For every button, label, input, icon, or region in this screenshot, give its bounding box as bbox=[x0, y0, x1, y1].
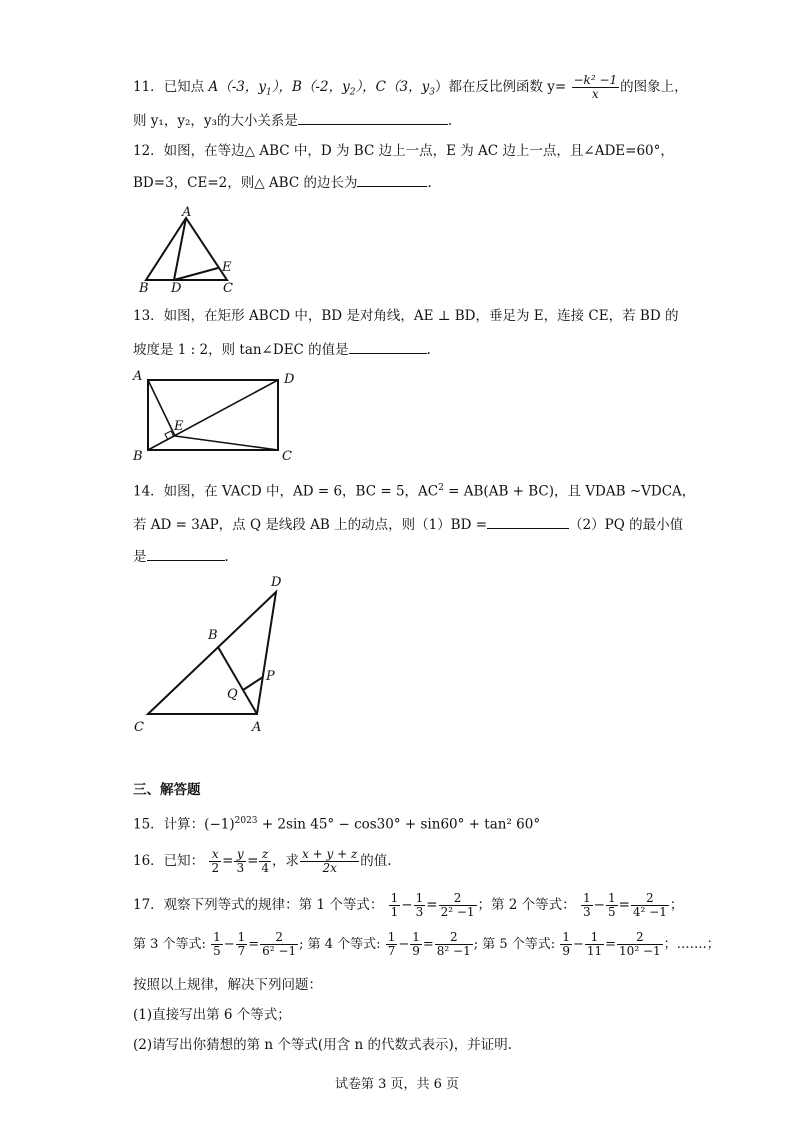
q16-frac-target bbox=[300, 848, 359, 875]
q16-line: 16．已知： $\frac{x}{2}$ = $\frac{y}{3}$ = $\frac{z}{4}$ ，求 $\frac{x + y + z}{2x}$ 的值. bbox=[133, 847, 392, 875]
q11-number: 11． bbox=[133, 79, 164, 95]
q16-f1-den: 2 bbox=[211, 861, 220, 875]
q17-e1-d3: 2² −1 bbox=[440, 905, 475, 919]
q17-e4-n1: 1 bbox=[387, 930, 396, 944]
q13-figure-rectangle bbox=[128, 366, 303, 464]
q17-text-a: 17．观察下列等式的规律：第 1 个等式： bbox=[133, 897, 384, 913]
fig14-label-q: Q bbox=[227, 687, 238, 702]
q16-frac-x bbox=[209, 848, 221, 875]
q12-line2: BD=3，CE=2，则△ ABC 的边长为 . bbox=[133, 172, 432, 192]
q17-e5-d3: 10² −1 bbox=[619, 944, 661, 958]
fig12-label-b: B bbox=[139, 281, 149, 294]
q17-e5-d2: 11 bbox=[586, 944, 603, 958]
q11-frac-num: −k² −1 bbox=[573, 73, 618, 87]
q17-e4-d2: 9 bbox=[412, 944, 420, 958]
q17-e3-n1: 1 bbox=[213, 930, 221, 944]
q17-e1-d1: 1 bbox=[390, 905, 399, 919]
q17-e5-d1: 9 bbox=[562, 944, 570, 958]
fig14-label-b: B bbox=[208, 628, 218, 643]
q15-text-b: + 2sin 45° − cos30° + sin60° + tan² 60° bbox=[257, 816, 541, 833]
q17-e2-f3 bbox=[631, 892, 669, 919]
q11-sub-1: 1 bbox=[266, 87, 272, 98]
q16-text-c: 的值. bbox=[360, 853, 392, 869]
q14-sup: 2 bbox=[438, 483, 444, 493]
fig13-label-d: D bbox=[284, 372, 295, 387]
q13-question: 坡度是 1 : 2，则 tan∠DEC 的值是 bbox=[133, 342, 349, 358]
q17-ellipsis: ；…….； bbox=[663, 937, 720, 952]
fig14-label-d: D bbox=[271, 575, 282, 590]
q11-sub-3: 3 bbox=[429, 87, 435, 98]
q11-line1 bbox=[133, 74, 688, 102]
q17-e4-f2 bbox=[410, 931, 422, 958]
q17-e1-f3 bbox=[439, 892, 477, 919]
q13-line1: 13．如图，在矩形 ABCD 中，BD 是对角线，AE ⊥ BD，垂足为 E，连接 CE，若 BD 的 bbox=[133, 308, 679, 324]
q17-line1: 17．观察下列等式的规律：第 1 个等式： $\frac{1}{1}$ − $\frac{1}{3}$ = $\frac{2}{\text{2² −1}}$ ；第 2 个等式： $\frac{1}{3}$ − $\frac{1}{5}$ = $\frac{2}{\text{4² −1}}$ ； bbox=[133, 891, 684, 919]
fig12-label-a: A bbox=[182, 205, 192, 220]
q14-text-a: 14．如图，在 VACD 中，AD = 6，BC = 5，AC bbox=[133, 483, 439, 500]
q17-label-4: ; 第 4 个等式: bbox=[299, 937, 381, 952]
q17-e4-f3 bbox=[435, 931, 473, 958]
q17-e5-f1 bbox=[560, 931, 572, 958]
page-footer: 试卷第 3 页，共 6 页 bbox=[334, 1077, 460, 1092]
q17-e1-n1: 1 bbox=[390, 891, 399, 905]
q16-text-a: 16．已知： bbox=[133, 853, 205, 869]
q11-text: 已知点 bbox=[163, 79, 205, 95]
q17-e3-f2 bbox=[236, 931, 248, 958]
q17-e2-f1 bbox=[581, 892, 593, 919]
q11-function-text: ）都在反比例函数 y= bbox=[434, 79, 567, 95]
q17-e4-n2: 1 bbox=[412, 930, 420, 944]
fig12-label-d: D bbox=[171, 281, 182, 294]
fig13-label-b: B bbox=[133, 449, 143, 464]
fig14-label-c: C bbox=[134, 720, 144, 735]
q17-line4: (1)直接写出第 6 个等式； bbox=[133, 1007, 291, 1023]
q17-e4-d1: 7 bbox=[387, 944, 396, 958]
fig13-label-e: E bbox=[174, 419, 184, 434]
q17-e1-n3: 2 bbox=[439, 892, 477, 906]
q17-label-3: 第 3 个等式: bbox=[133, 937, 206, 952]
q17-e4-d3: 8² −1 bbox=[436, 944, 471, 958]
q11-question: 则 y₁，y₂，y₃的大小关系是 bbox=[133, 113, 298, 129]
q14-line3: 是 . bbox=[133, 546, 229, 566]
q17-e4-f1 bbox=[386, 931, 398, 958]
q16-f4-den: 2x bbox=[322, 861, 337, 875]
q11-point-c: ），C（3，y bbox=[355, 79, 430, 95]
q17-e3-d3: 6² −1 bbox=[262, 944, 297, 958]
q17-e2-n3: 2 bbox=[631, 892, 669, 906]
q16-f3-den: 4 bbox=[261, 861, 270, 875]
q11-tail: 的图象上， bbox=[620, 79, 688, 95]
q17-e5-n2: 1 bbox=[585, 931, 604, 945]
q17-e3-f1 bbox=[211, 931, 223, 958]
q17-e1-d2: 3 bbox=[415, 905, 424, 919]
q14-line2 bbox=[133, 514, 683, 534]
q15-sup: 2023 bbox=[234, 816, 258, 826]
q16-f2-num: y bbox=[234, 848, 246, 862]
q17-e3-n3: 2 bbox=[260, 931, 298, 945]
q11-line2: 则 y₁，y₂，y₃的大小关系是 . bbox=[133, 110, 452, 130]
q16-f1-num: x bbox=[209, 848, 221, 862]
q14-figure-triangle bbox=[128, 570, 303, 740]
q17-e1-n2: 1 bbox=[415, 891, 424, 905]
q17-line5: (2)请写出你猜想的第 n 个等式(用含 n 的代数式表示)，并证明. bbox=[133, 1037, 513, 1053]
q17-e5-n1: 1 bbox=[562, 930, 570, 944]
q14-text-c: 若 AD = 3AP，点 Q 是线段 AB 上的动点，则（1）BD = bbox=[133, 517, 488, 533]
q16-frac-y bbox=[234, 848, 246, 875]
q17-e1-f1 bbox=[389, 892, 401, 919]
q17-e2-n1: 1 bbox=[582, 891, 591, 905]
q17-e5-f3 bbox=[617, 931, 663, 958]
q14-text-b: = AB(AB + BC)，且 VDAB ~VDCA， bbox=[443, 483, 696, 500]
q11-answer-blank bbox=[298, 110, 448, 125]
fig14-label-p: P bbox=[266, 669, 275, 684]
q17-e3-n2: 1 bbox=[237, 930, 246, 944]
q17-e3-f3 bbox=[260, 931, 298, 958]
q14-text-d: （2）PQ 的最小值 bbox=[569, 517, 684, 533]
q11-point-b: ），B（-2，y bbox=[271, 79, 350, 95]
q12-line1: 12．如图，在等边△ ABC 中，D 为 BC 边上一点，E 为 AC 边上一点，且∠ADE=60°， bbox=[133, 143, 674, 159]
fig13-label-a: A bbox=[133, 369, 143, 384]
q17-e3-d2: 7 bbox=[237, 944, 246, 958]
q17-text-b: ；第 2 个等式： bbox=[477, 897, 576, 913]
q16-frac-z bbox=[259, 848, 271, 875]
q17-label-5: ; 第 5 个等式: bbox=[473, 937, 556, 952]
q17-e4-n3: 2 bbox=[435, 931, 473, 945]
q11-function-fraction bbox=[572, 74, 620, 101]
q17-e2-f2 bbox=[606, 892, 618, 919]
q11-sub-2: 2 bbox=[349, 87, 356, 98]
section-heading: 三、解答题 bbox=[133, 782, 201, 798]
q12-answer-blank bbox=[357, 172, 427, 187]
q17-line2: 第 3 个等式: $\frac{1}{5}$ − $\frac{1}{7}$ = $\frac{2}{\text{6² −1}}$ ; 第 4 个等式: $\frac{1}{7}$ − $\frac{1}{9}$ = $\frac{2}{\text{8² −1}}$ ; 第 5 个等式: $\frac{1}{9}$ − $\frac{1}{11}$ = $\frac{2}{\text{10² −1}}$ ；…….； bbox=[133, 930, 720, 958]
q17-text-c: ； bbox=[669, 897, 684, 913]
q17-e2-n2: 1 bbox=[607, 891, 616, 905]
q14-answer-blank-2 bbox=[147, 546, 225, 561]
q15-text-a: 15．计算：(−1) bbox=[133, 816, 235, 833]
q16-text-b: ，求 bbox=[272, 853, 300, 869]
q11-point-a: A（-3，y bbox=[208, 79, 267, 95]
q12-figure-triangle bbox=[135, 204, 245, 294]
q14-line1 bbox=[133, 479, 695, 501]
q17-e3-d1: 5 bbox=[213, 944, 221, 958]
q15-line bbox=[133, 812, 540, 834]
q11-frac-den: x bbox=[591, 87, 599, 101]
fig13-label-c: C bbox=[282, 449, 292, 464]
fig14-label-a: A bbox=[252, 720, 262, 735]
q17-e2-d1: 3 bbox=[582, 905, 591, 919]
q17-e5-n3: 2 bbox=[617, 931, 663, 945]
q16-f4-num: x + y + z bbox=[302, 847, 358, 861]
q17-e2-d3: 4² −1 bbox=[632, 905, 667, 919]
q17-line3: 按照以上规律，解决下列问题： bbox=[133, 977, 322, 993]
q17-e5-f2 bbox=[585, 931, 604, 958]
q17-e2-d2: 5 bbox=[607, 905, 616, 919]
fig12-label-e: E bbox=[222, 260, 232, 275]
q14-answer-blank-1 bbox=[487, 514, 569, 529]
q17-e1-f2 bbox=[414, 892, 426, 919]
q16-f2-den: 3 bbox=[236, 861, 245, 875]
q13-line2: 坡度是 1 : 2，则 tan∠DEC 的值是 . bbox=[133, 339, 431, 359]
q16-f3-num: z bbox=[259, 848, 271, 862]
q12-question: BD=3，CE=2，则△ ABC 的边长为 bbox=[133, 175, 358, 191]
fig12-label-c: C bbox=[223, 281, 233, 294]
q13-answer-blank bbox=[349, 339, 427, 354]
q14-text-e: 是 bbox=[133, 549, 147, 565]
